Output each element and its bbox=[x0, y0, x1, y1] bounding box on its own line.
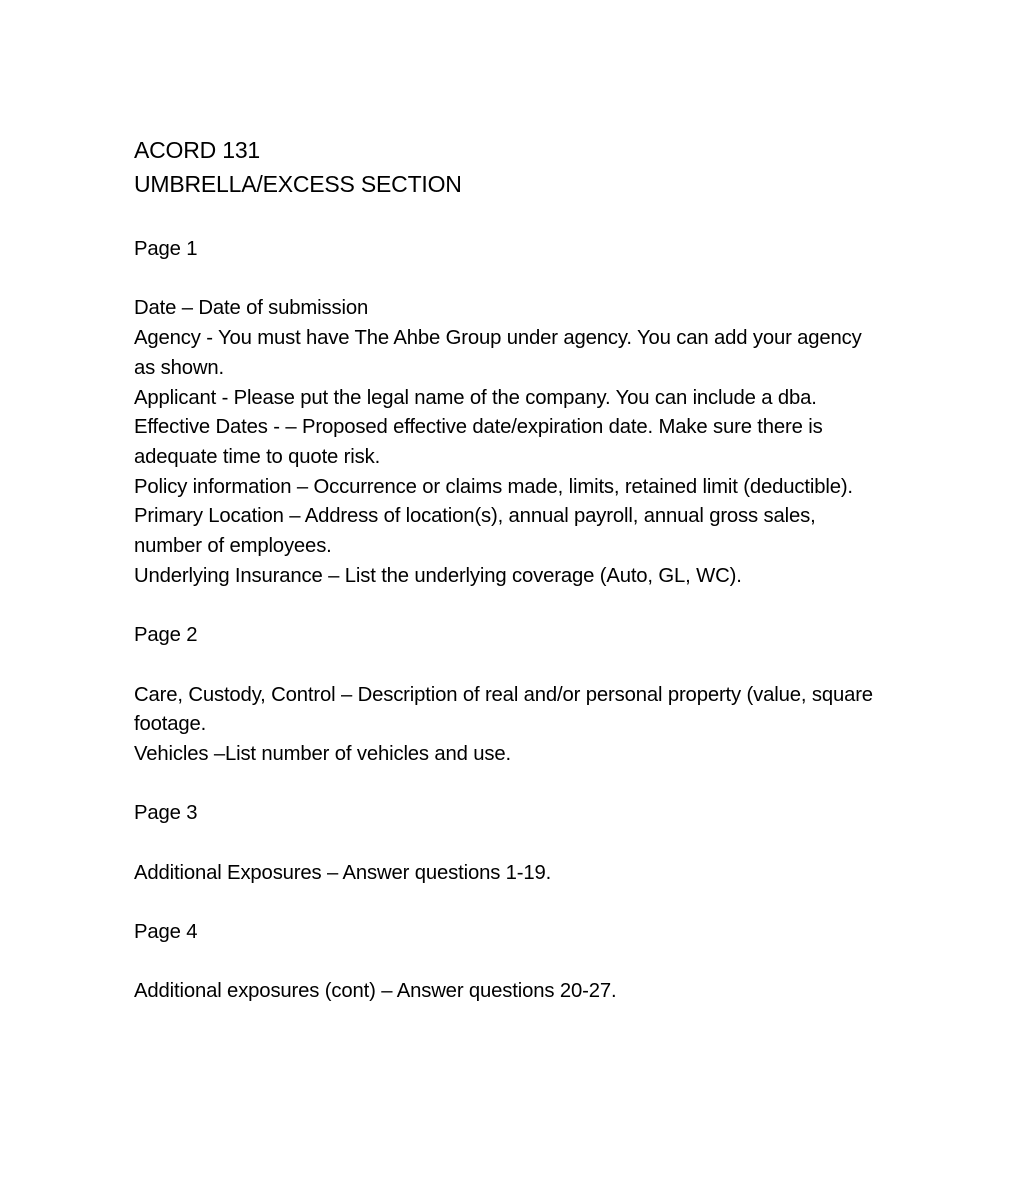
page4-heading: Page 4 bbox=[134, 921, 198, 944]
page2-heading: Page 2 bbox=[134, 624, 198, 647]
page3-heading: Page 3 bbox=[134, 802, 198, 825]
page1-line: Effective Dates - – Proposed effective date/expiration date. Make sure there is bbox=[134, 416, 823, 439]
spacer bbox=[134, 829, 984, 859]
spacer bbox=[134, 591, 984, 621]
page4-line: Additional exposures (cont) – Answer questions 20-27. bbox=[134, 980, 617, 1003]
page2-line: Care, Custody, Control – Description of real and/or personal property (value, square bbox=[134, 683, 873, 706]
page1-line: as shown. bbox=[134, 356, 224, 379]
page2-line: Vehicles –List number of vehicles and use. bbox=[134, 742, 512, 765]
title-form-number: ACORD 131 bbox=[134, 137, 261, 163]
page1-line: Applicant - Please put the legal name of the company. You can include a dba. bbox=[134, 386, 817, 409]
spacer bbox=[134, 770, 984, 800]
page1-line: Policy information – Occurrence or claims made, limits, retained limit (deductible). bbox=[134, 475, 853, 498]
page1-line: adequate time to quote risk. bbox=[134, 445, 381, 468]
page2-line: footage. bbox=[134, 713, 207, 736]
page1-heading: Page 1 bbox=[134, 238, 198, 260]
page3-line: Additional Exposures – Answer questions 1-19. bbox=[134, 861, 552, 884]
page1-line: Underlying Insurance – List the underlying coverage (Auto, GL, WC). bbox=[134, 564, 742, 587]
spacer bbox=[134, 948, 984, 978]
title-section-name: UMBRELLA/EXCESS SECTION bbox=[134, 171, 462, 197]
spacer bbox=[134, 888, 984, 918]
spacer bbox=[134, 651, 984, 681]
spacer bbox=[134, 265, 984, 295]
page1-line: Primary Location – Address of location(s), annual payroll, annual gross sales, bbox=[134, 505, 816, 528]
document-body bbox=[134, 235, 984, 1007]
page1-line: Date – Date of submission bbox=[134, 297, 369, 320]
page1-line: number of employees. bbox=[134, 535, 332, 558]
page1-line: Agency - You must have The Ahbe Group under agency. You can add your agency bbox=[134, 327, 862, 350]
document-title bbox=[134, 133, 462, 201]
